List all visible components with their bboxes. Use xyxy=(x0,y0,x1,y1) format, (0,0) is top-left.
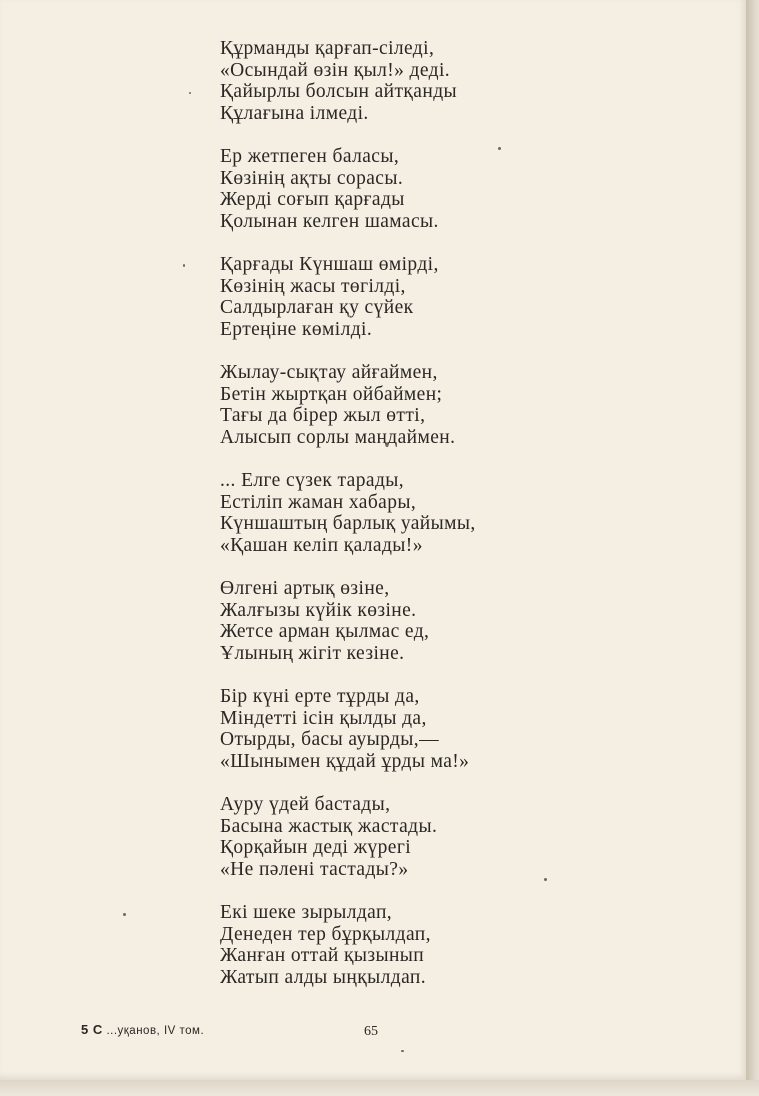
poem-text xyxy=(220,38,476,1010)
poem-line: Алысып сорлы маңдаймен. xyxy=(220,426,456,448)
poem-line: Естіліп жаман хабары, xyxy=(220,491,417,513)
poem-line: Жалғызы күйік көзіне. xyxy=(220,599,417,621)
stanza xyxy=(220,362,476,448)
scan-speck xyxy=(123,913,126,916)
signature-number: 5 С xyxy=(81,1022,103,1037)
poem-line: Отырды, басы ауырды,— xyxy=(220,729,439,750)
poem-line: Бір күні ерте тұрды да, xyxy=(220,686,420,707)
stanza xyxy=(220,902,476,988)
stanza xyxy=(220,38,476,124)
scan-speck xyxy=(498,147,501,150)
stanza xyxy=(220,254,476,340)
scan-speck xyxy=(189,92,191,94)
poem-line: Өлгені артық өзіне, xyxy=(220,578,390,599)
scan-speck xyxy=(183,264,185,267)
poem-line: Жылау-сықтау айғаймен, xyxy=(220,362,438,383)
stanza xyxy=(220,578,476,664)
poem-line: Салдырлаған қу сүйек xyxy=(220,297,414,318)
page-edge-bottom xyxy=(0,1080,759,1096)
poem-line: «Не пәлені тастады?» xyxy=(220,858,409,880)
poem-line: Құрманды қарғап-сіледі, xyxy=(220,38,435,59)
poem-line: Көзінің жасы төгілді, xyxy=(220,275,406,297)
poem-line: Ертеңіне көмілді. xyxy=(220,318,373,340)
poem-line: ... Елге сүзек тарады, xyxy=(220,470,405,491)
scan-speck xyxy=(401,1050,404,1052)
poem-line: «Шынымен құдай ұрды ма!» xyxy=(220,750,470,772)
poem-line: «Осындай өзін қыл!» деді. xyxy=(220,59,451,81)
poem-line: Ұлының жігіт кезіне. xyxy=(220,642,405,664)
poem-line: Қайырлы болсын айтқанды xyxy=(220,81,458,102)
poem-line: Жетсе арман қылмас ед, xyxy=(220,621,430,642)
page-edge-right xyxy=(746,0,759,1096)
poem-line: Қолынан келген шамасы. xyxy=(220,210,439,232)
poem-line: «Қашан келіп қалады!» xyxy=(220,534,423,556)
poem-line: Ер жетпеген баласы, xyxy=(220,146,400,167)
stanza xyxy=(220,146,476,232)
poem-line: Тағы да бірер жыл өтті, xyxy=(220,405,426,426)
poem-line: Ауру үдей бастады, xyxy=(220,794,391,815)
poem-line: Жанған оттай қызынып xyxy=(220,945,425,966)
poem-line: Бетін жыртқан ойбаймен; xyxy=(220,383,443,405)
page-number: 65 xyxy=(364,1024,378,1039)
signature-text: ...уқанов, IV том. xyxy=(106,1025,205,1037)
poem-line: Жатып алды ыңқылдап. xyxy=(220,966,426,988)
poem-line: Жерді соғып қарғады xyxy=(220,189,405,210)
poem-line: Көзінің ақты сорасы. xyxy=(220,167,404,189)
poem-line: Күншаштың барлық уайымы, xyxy=(220,513,476,534)
stanza xyxy=(220,686,476,772)
stanza xyxy=(220,470,476,556)
poem-line: Денеден тер бұрқылдап, xyxy=(220,923,431,945)
poem-line: Басына жастық жастады. xyxy=(220,815,438,837)
stanza xyxy=(220,794,476,880)
poem-line: Қорқайын деді жүрегі xyxy=(220,837,412,858)
poem-line: Екі шеке зырылдап, xyxy=(220,902,393,923)
poem-line: Қарғады Күншаш өмірді, xyxy=(220,254,439,275)
poem-line: Міндетті ісін қылды да, xyxy=(220,707,427,729)
poem-line: Құлағына ілмеді. xyxy=(220,102,369,124)
scan-speck xyxy=(544,878,547,881)
printer-signature xyxy=(81,1022,204,1037)
